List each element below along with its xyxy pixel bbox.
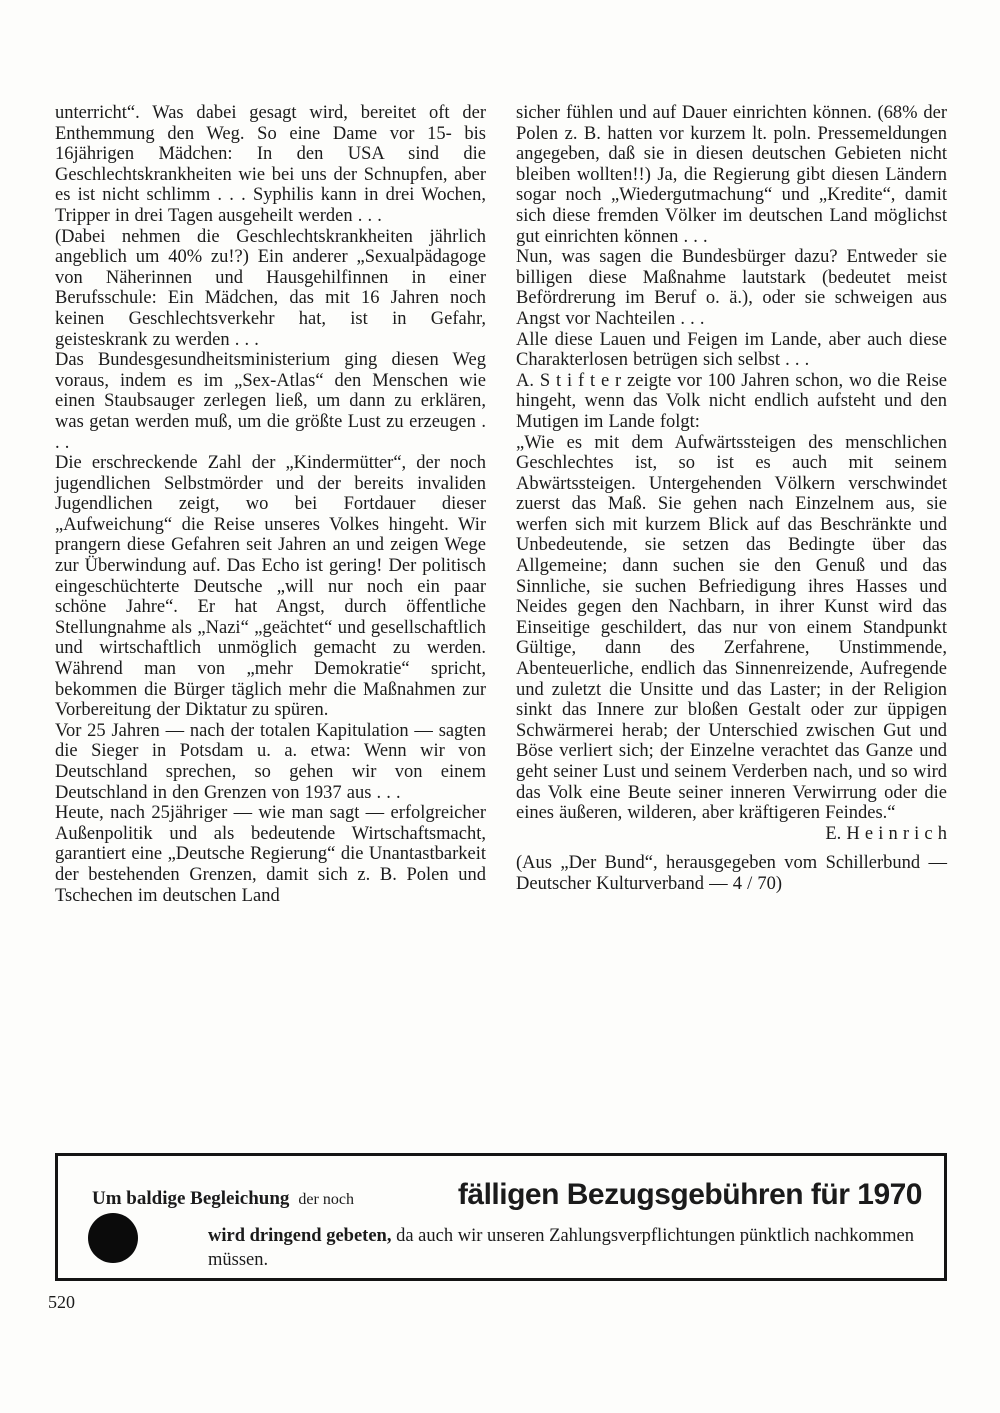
paragraph: sicher fühlen und auf Dauer einrichten können. (68% der Polen z. B. hatten vor kurzem lt. poln. Pressemeldungen angegeben, daß sie in diesen deutschen Gebieten nicht bleiben wollten!!) Ja, die Regierung gibt diesen Ländern sogar noch „Wiedergutmachung“ und „Kredite“, damit sich diese fremden Völker im deutschen Land möglichst gut einrichten können . . . <box>516 103 947 247</box>
notice-lead-bold: Um baldige Begleichung <box>92 1188 290 1209</box>
notice-body-text <box>208 1224 920 1272</box>
source-attribution: (Aus „Der Bund“, herausgegeben vom Schillerbund — Deutscher Kulturverband — 4 / 70) <box>516 853 947 894</box>
paragraph: Die erschreckende Zahl der „Kindermütter“, der noch jugendlichen Selbstmörder und der bereits invaliden Jugendlichen zeigt, wo bei Fortdauer dieser „Aufweichung“ die Reise unseres Volkes hingeht. Wir prangern diese Gefahren seit Jahren an und zeigen Wege zur Überwindung auf. Das Echo ist gering! Der politisch eingeschüchterte Deutsche „will nur noch ein paar schöne Jahre“. Er hat Angst, durch öffentliche Stellungnahme als „Nazi“ „geächtet“ und gesellschaftlich und wirtschaftlich unmöglich gemacht zu werden. Während man von „mehr Demokratie“ spricht, bekommen die Bürger täglich mehr die Maßnahmen zur Vorbereitung der Diktatur zu spüren. <box>55 453 486 721</box>
right-column <box>516 103 947 906</box>
quote-text: „Wie es mit dem Aufwärtssteigen des menschlichen Geschlechtes ist, so ist es auch mit seinem Abwärtssteigen. Untergehenden Völkern verschwindet zuerst das Maß. Sie gehen nach Einzelnem aus, sie werfen sich mit kurzem Blick auf das Beschränkte und Unbedeutende, sie setzen das Bedingte über das Allgemeine; dann suchen sie den Genuß und das Sinnliche, sie suchen Befriedigung ihres Hasses und Neides gegen den Nachbarn, in ihrer Kunst wird das Einseitige geschildert, das nur von einem Standpunkt Gültige, dann des Zerfahrene, Unstimmende, Abenteuerliche, endlich das Sinnenreizende, Aufregende und zuletzt die Unsitte und das Laster; in der Religion sinkt das Innere zur bloßen Gestalt oder zur üppigen Schwärmerei herab; der Unterschied zwischen Gut und Böse verliert sich; der Einzelne verachtet das Ganze und geht seiner Lust und seinem Verderben nach, und so wird das Volk eine Beute seiner inneren Verwirrung oder die eines äußeren, wilderen, aber kräftigeren Feindes.“ <box>516 432 947 824</box>
notice-headline-row <box>58 1156 944 1212</box>
article-body <box>55 103 947 906</box>
notice-body-rest: da auch wir unseren Zahlungsverpflichtungen pünktlich nachkommen müssen. <box>208 1226 914 1270</box>
notice-body-bold: wird dringend gebeten, <box>208 1226 392 1246</box>
paragraph: unterricht“. Was dabei gesagt wird, bereitet oft der Enthemmung den Weg. So eine Dame vor 15- bis 16jährigen Mädchen: In den USA sind die Geschlechtskrankheiten wie bei uns der Schnupfen, aber es ist nicht schlimm . . . Syphilis kann in drei Wochen, Tripper in drei Tagen ausgeheilt werden . . . <box>55 103 486 226</box>
page-number: 520 <box>48 1292 75 1312</box>
quote-paragraph <box>516 433 947 845</box>
paragraph: A. S t i f t e r zeigte vor 100 Jahren schon, wo die Reise hingeht, wenn das Volk nicht endlich aufsteht und den Mutigen im Lande folgt: <box>516 370 947 432</box>
paragraph: Alle diese Lauen und Feigen im Lande, aber auch diese Charakterlosen betrügen sich selbst . . . <box>516 329 947 371</box>
paragraph: Vor 25 Jahren — nach der totalen Kapitulation — sagten die Sieger in Potsdam u. a. etwa: Wenn wir von Deutschland sprechen, so gehen wir von einem Deutschland in den Grenzen von 1937 aus . . . <box>55 720 486 803</box>
notice-headline: fälligen Bezugsgebühren für 1970 <box>457 1178 922 1211</box>
left-column <box>55 103 486 906</box>
paragraph: Das Bundesgesundheitsministerium ging diesen Weg voraus, indem es im „Sex-Atlas“ den Menschen wie einen Staubsauger zerlegen ließ, um dann zu erklären, was getan werden muß, um die größte Lust zu erzeugen . . . <box>55 350 486 453</box>
paragraph: (Dabei nehmen die Geschlechtskrankheiten jährlich angeblich um 40% zu!?) Ein anderer „Sexualpädagoge von Näherinnen und Hausgehilfinnen in einer Berufsschule: Ein Mädchen, das mit 16 Jahren noch keinen Geschlechtsverkehr hat, ist in Gefahr, geisteskrank zu werden . . . <box>55 226 486 350</box>
black-dot-icon <box>88 1213 138 1263</box>
notice-lead-small: der noch <box>298 1191 354 1208</box>
paragraph: Nun, was sagen die Bundesbürger dazu? Entweder sie billigen diese Maßnahme lautstark (bedeutet meist Befördrerung im Beruf o. ä.), oder sie schweigen aus Angst vor Nachteilen . . . <box>516 247 947 329</box>
author-signature: E. H e i n r i c h <box>825 823 947 844</box>
payment-notice-box <box>55 1153 947 1281</box>
paragraph: Heute, nach 25jähriger — wie man sagt — erfolgreicher Außenpolitik und als bedeutende Wirtschaftsmacht, garantiert eine „Deutsche Regierung“ die Unantastbarkeit der bestehenden Grenzen, damit sich z. B. Polen und Tschechen im deutschen Land <box>55 803 486 906</box>
